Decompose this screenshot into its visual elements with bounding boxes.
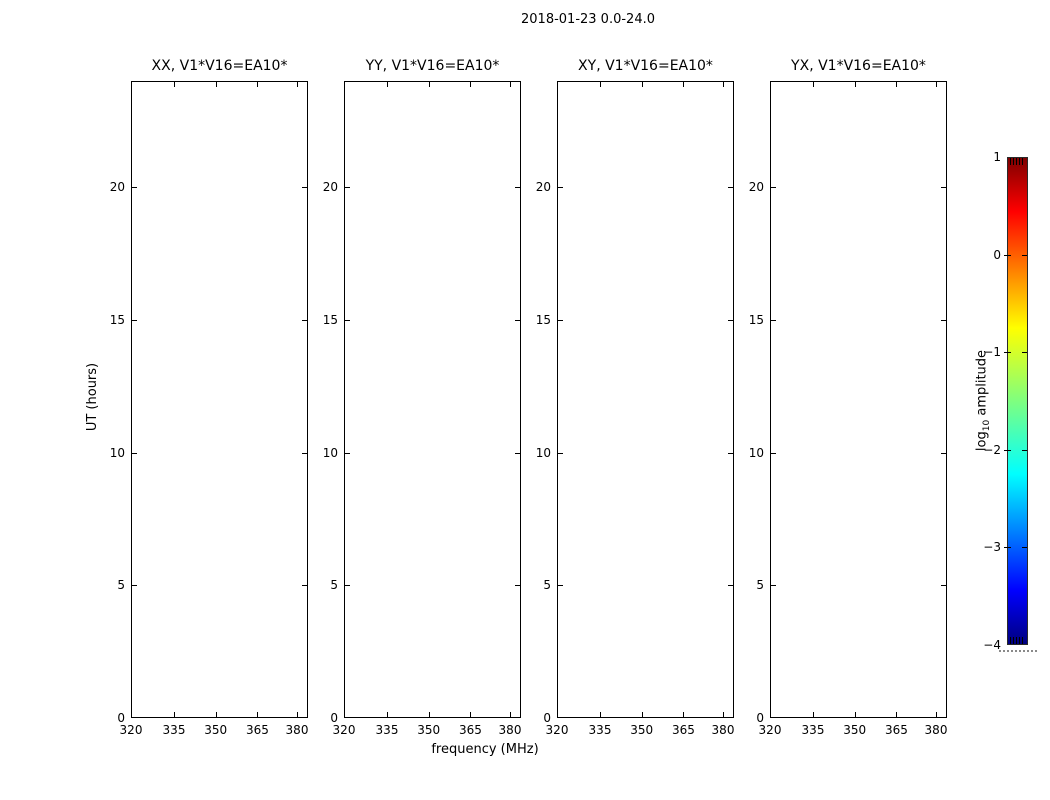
y-tick-label: 10 bbox=[322, 445, 338, 460]
colorbar-tick-mark bbox=[1004, 547, 1011, 548]
colorbar-tick-mark bbox=[1004, 255, 1011, 256]
x-tick-mark bbox=[936, 712, 937, 717]
y-tick-label: 10 bbox=[535, 445, 551, 460]
x-tick-mark bbox=[510, 82, 511, 87]
x-tick-mark bbox=[429, 712, 430, 717]
x-tick-label: 320 bbox=[545, 723, 569, 737]
x-tick-mark bbox=[257, 82, 258, 87]
y-tick-mark bbox=[345, 585, 350, 586]
x-tick-mark bbox=[600, 82, 601, 87]
y-tick-mark bbox=[771, 320, 776, 321]
x-tick-mark bbox=[683, 712, 684, 717]
plot-area-xx bbox=[131, 81, 308, 718]
y-tick-label: 5 bbox=[330, 578, 338, 593]
y-tick-label: 20 bbox=[109, 180, 125, 195]
y-tick-mark bbox=[771, 453, 776, 454]
x-tick-label: 365 bbox=[245, 723, 269, 737]
x-tick-mark bbox=[257, 712, 258, 717]
x-tick-label: 380 bbox=[285, 723, 309, 737]
x-tick-mark bbox=[600, 712, 601, 717]
x-tick-mark bbox=[936, 82, 937, 87]
colorbar-label-rest: amplitude bbox=[974, 349, 990, 420]
y-tick-label: 0 bbox=[117, 711, 125, 725]
x-tick-label: 335 bbox=[375, 723, 399, 737]
x-tick-mark bbox=[174, 712, 175, 717]
x-tick-mark bbox=[429, 82, 430, 87]
y-tick-mark bbox=[941, 320, 946, 321]
x-tick-label: 380 bbox=[711, 723, 735, 737]
x-tick-label: 350 bbox=[843, 723, 867, 737]
y-tick-mark bbox=[345, 187, 350, 188]
colorbar bbox=[1007, 157, 1028, 645]
colorbar-tick-mark bbox=[1022, 352, 1027, 353]
y-tick-label: 5 bbox=[543, 578, 551, 593]
x-tick-mark bbox=[723, 712, 724, 717]
colorbar-tick-label: −3 bbox=[983, 540, 1001, 555]
x-axis-label: frequency (MHz) bbox=[431, 742, 539, 757]
x-tick-label: 335 bbox=[588, 723, 612, 737]
y-tick-mark bbox=[941, 585, 946, 586]
y-tick-label: 20 bbox=[748, 180, 764, 195]
y-tick-mark bbox=[132, 187, 137, 188]
y-tick-label: 10 bbox=[109, 445, 125, 460]
x-tick-mark bbox=[642, 82, 643, 87]
x-tick-mark bbox=[470, 82, 471, 87]
plot-area-xy bbox=[557, 81, 734, 718]
x-tick-label: 320 bbox=[758, 723, 782, 737]
y-tick-mark bbox=[941, 187, 946, 188]
colorbar-tick-label: 1 bbox=[993, 150, 1001, 164]
y-tick-mark bbox=[345, 320, 350, 321]
colorbar-tick-label: −2 bbox=[983, 442, 1001, 457]
panel-title-xy: XY, V1*V16=EA10* bbox=[578, 58, 713, 74]
x-tick-mark bbox=[470, 712, 471, 717]
x-tick-mark bbox=[683, 82, 684, 87]
x-tick-mark bbox=[216, 712, 217, 717]
y-tick-mark bbox=[132, 585, 137, 586]
y-tick-mark bbox=[558, 453, 563, 454]
x-tick-label: 365 bbox=[458, 723, 482, 737]
colorbar-gradient bbox=[1008, 158, 1027, 644]
colorbar-tick-mark bbox=[1004, 450, 1011, 451]
x-tick-mark bbox=[510, 712, 511, 717]
x-tick-mark bbox=[855, 82, 856, 87]
y-tick-label: 0 bbox=[330, 711, 338, 725]
x-tick-label: 320 bbox=[119, 723, 143, 737]
x-tick-mark bbox=[642, 712, 643, 717]
panel-title-yy: YY, V1*V16=EA10* bbox=[365, 58, 500, 74]
x-tick-label: 350 bbox=[417, 723, 441, 737]
x-tick-mark bbox=[813, 82, 814, 87]
y-tick-mark bbox=[558, 187, 563, 188]
y-tick-label: 10 bbox=[748, 445, 764, 460]
colorbar-tick-mark bbox=[1022, 547, 1027, 548]
x-tick-mark bbox=[387, 712, 388, 717]
y-tick-label: 15 bbox=[748, 312, 764, 327]
x-tick-mark bbox=[216, 82, 217, 87]
colorbar-tick-mark bbox=[1022, 450, 1027, 451]
figure-title: 2018-01-23 0.0-24.0 bbox=[521, 12, 655, 27]
x-tick-mark bbox=[896, 712, 897, 717]
x-tick-mark bbox=[387, 82, 388, 87]
x-tick-mark bbox=[723, 82, 724, 87]
x-tick-mark bbox=[297, 712, 298, 717]
plot-area-yy bbox=[344, 81, 521, 718]
x-tick-label: 365 bbox=[671, 723, 695, 737]
x-tick-label: 350 bbox=[204, 723, 228, 737]
plot-area-yx bbox=[770, 81, 947, 718]
x-tick-mark bbox=[855, 712, 856, 717]
y-tick-mark bbox=[941, 453, 946, 454]
y-tick-mark bbox=[558, 585, 563, 586]
x-tick-mark bbox=[813, 712, 814, 717]
x-tick-label: 350 bbox=[630, 723, 654, 737]
y-tick-label: 15 bbox=[322, 312, 338, 327]
panel-title-yx: YX, V1*V16=EA10* bbox=[791, 58, 926, 74]
panel-title-xx: XX, V1*V16=EA10* bbox=[151, 58, 288, 74]
x-tick-label: 320 bbox=[332, 723, 356, 737]
y-tick-label: 15 bbox=[109, 312, 125, 327]
y-tick-mark bbox=[558, 320, 563, 321]
y-tick-mark bbox=[345, 453, 350, 454]
x-tick-mark bbox=[297, 82, 298, 87]
colorbar-bottom-hatch bbox=[1010, 637, 1025, 644]
x-tick-label: 380 bbox=[498, 723, 522, 737]
x-tick-label: 380 bbox=[924, 723, 948, 737]
y-tick-label: 0 bbox=[543, 711, 551, 725]
y-tick-mark bbox=[132, 453, 137, 454]
colorbar-dotted-edge bbox=[999, 650, 1037, 652]
x-tick-label: 365 bbox=[884, 723, 908, 737]
y-tick-label: 0 bbox=[756, 711, 764, 725]
y-tick-label: 20 bbox=[535, 180, 551, 195]
colorbar-label-log: log bbox=[974, 431, 990, 452]
x-tick-mark bbox=[174, 82, 175, 87]
y-tick-label: 5 bbox=[756, 578, 764, 593]
colorbar-top-hatch bbox=[1010, 158, 1025, 165]
y-tick-mark bbox=[771, 187, 776, 188]
y-axis-label: UT (hours) bbox=[85, 362, 100, 432]
y-tick-mark bbox=[132, 320, 137, 321]
x-tick-label: 335 bbox=[801, 723, 825, 737]
colorbar-tick-label: −4 bbox=[983, 638, 1001, 652]
y-tick-mark bbox=[771, 585, 776, 586]
colorbar-label-sub: 10 bbox=[982, 419, 993, 432]
x-tick-label: 335 bbox=[162, 723, 186, 737]
x-tick-mark bbox=[896, 82, 897, 87]
colorbar-tick-label: −1 bbox=[983, 345, 1001, 360]
y-tick-label: 15 bbox=[535, 312, 551, 327]
y-tick-label: 5 bbox=[117, 578, 125, 593]
colorbar-tick-label: 0 bbox=[993, 247, 1001, 262]
y-tick-label: 20 bbox=[322, 180, 338, 195]
colorbar-tick-mark bbox=[1004, 352, 1011, 353]
colorbar-tick-mark bbox=[1022, 255, 1027, 256]
